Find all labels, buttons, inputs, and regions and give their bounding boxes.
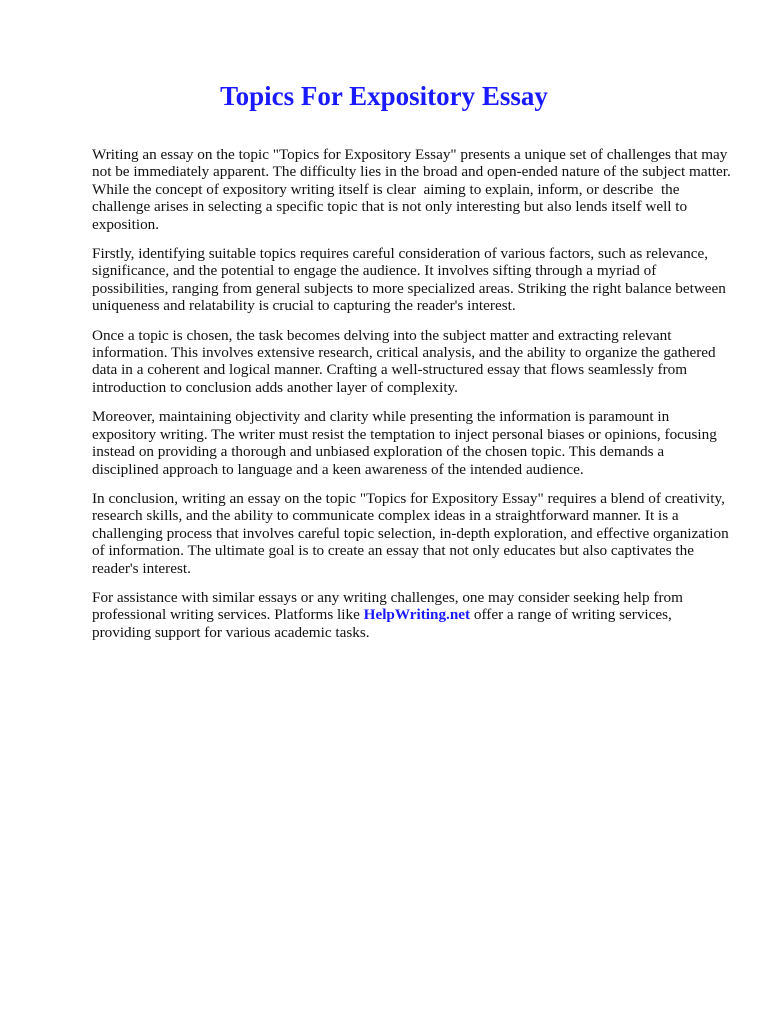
paragraph-research: Once a topic is chosen, the task becomes delving into the subject matter and extracting relevant information. This involves extensive research, critical analysis, and the ability to organize the gathered data in a coherent and logical manner. Crafting a well-structured essay that flows seamlessly from introduction to conclusion adds another layer of complexity. bbox=[92, 326, 720, 396]
helpwriting-link[interactable]: HelpWriting.net bbox=[363, 606, 471, 624]
essay-body bbox=[92, 146, 735, 653]
paragraph-objectivity: Moreover, maintaining objectivity and clarity while presenting the information is paramount in expository writing. The writer must resist the temptation to inject personal biases or opinions, focusing instead on providing a thorough and unbiased exploration of the chosen topic. This demands a disciplined approach to language and a keen awareness of the intended audience. bbox=[92, 408, 721, 478]
paragraph-closing bbox=[92, 589, 732, 641]
closing-text-after: offer a range of writing services, providing support for various academic tasks. bbox=[92, 606, 676, 641]
paragraph-conclusion: In conclusion, writing an essay on the topic "Topics for Expository Essay" requires a blend of creativity, research skills, and the ability to communicate complex ideas in a straightforward manner. It is a challenging process that involves careful topic selection, in-depth exploration, and effective organization of information. The ultimate goal is to create an essay that not only educates but also captivates the reader's interest. bbox=[92, 489, 733, 577]
paragraph-intro: Writing an essay on the topic "Topics for Expository Essay" presents a unique set of challenges that may not be immediately apparent. The difficulty lies in the broad and open-ended nature of the subject matter. While the concept of expository writing itself is clear aiming to explain, inform, or describe the challenge arises in selecting a specific topic that is not only interesting but also lends itself well to exposition. bbox=[92, 146, 735, 233]
paragraph-topic-selection: Firstly, identifying suitable topics requires careful consideration of various factors, such as relevance, significance, and the potential to engage the audience. It involves sifting through a myriad of possibilities, ranging from general subjects to more specialized areas. Striking the right balance between uniqueness and relatability is crucial to capturing the reader's interest. bbox=[92, 245, 730, 315]
closing-text-before: For assistance with similar essays or any writing challenges, one may consider seeking help from professional writing services. Platforms like bbox=[92, 588, 687, 624]
page-title: Topics For Expository Essay bbox=[220, 81, 548, 111]
